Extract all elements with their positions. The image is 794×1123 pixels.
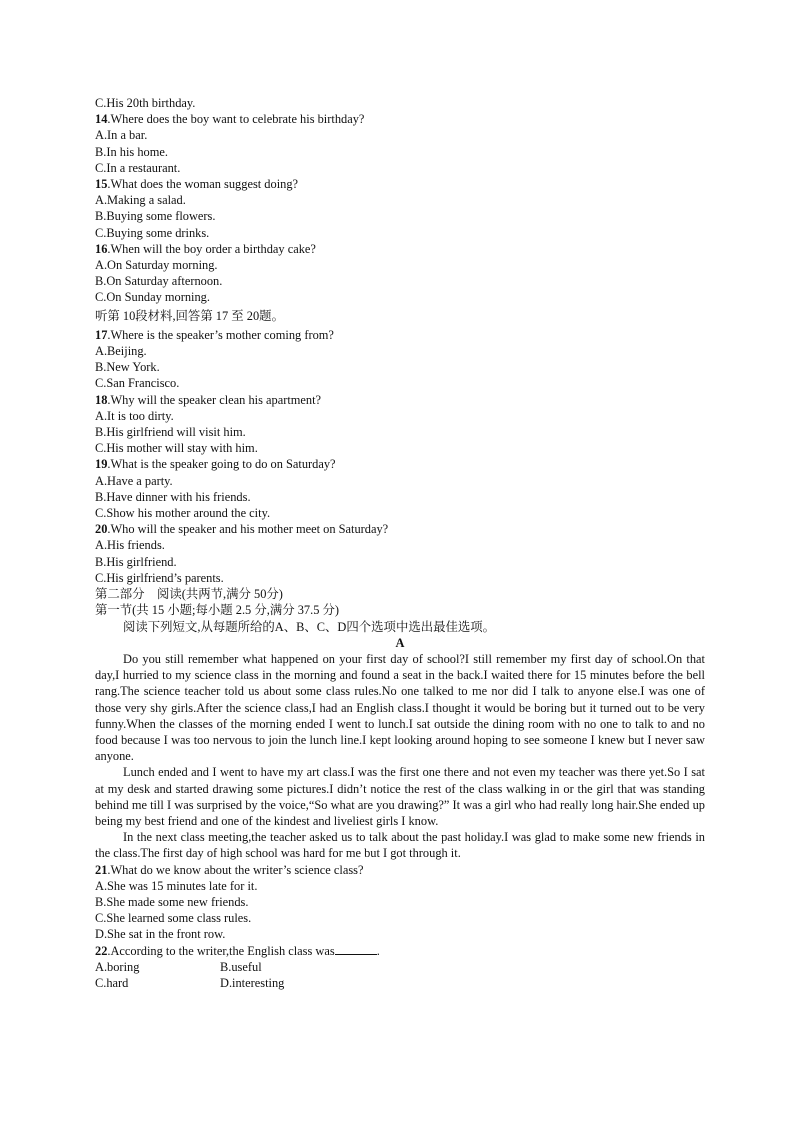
option-22-b: B.useful [220,959,262,974]
question-text: .Why will the speaker clean his apartment? [107,392,322,407]
option-21-d: D.She sat in the front row. [95,927,226,942]
listening-questions-14-16 [95,95,705,306]
question-text: .Where does the boy want to celebrate his birthday? [107,112,365,127]
part2-section1-heading: 第一节(共 15 小题;每小题 2.5 分,满分 37.5 分) [95,603,340,618]
options-row [95,959,705,975]
question-14 [95,111,705,127]
passage-paragraph [95,651,705,764]
question-text: .When will the boy order a birthday cake? [107,241,316,256]
answer-option: A.His friends. [95,538,165,553]
answer-option: A.It is too dirty. [95,408,174,423]
answer-option: A.Beijing. [95,344,147,359]
section-10-heading: 听第 10段材料,回答第 17 至 20题。 [95,308,284,323]
passage-paragraph-2-text: Lunch ended and I went to have my art class.I was the first one there and not even my teacher was there yet.So I sat at my desk and started drawing some pictures.I didn’t notice the rest of the class walking in or the girl that was standing behind me till I was surprised by the voice,“So what are you drawing?” It was a girl who had really long hair.She ended up being my best friend and one of the kindest and liveliest girls I know. [95,765,705,828]
option-21-b: B.She made some new friends. [95,894,249,909]
option-21-a: A.She was 15 minutes late for it. [95,878,258,893]
answer-option: B.New York. [95,360,160,375]
answer-option: C.Buying some drinks. [95,225,210,240]
answer-option: A.In a bar. [95,128,148,143]
question-text: .What do we know about the writer’s science class? [107,862,364,877]
question-text-end: . [376,943,380,958]
option-22-d: D.interesting [220,975,285,990]
passage-paragraph-3-text: In the next class meeting,the teacher asked us to talk about the past holiday.I was glad to make some new friends in the class.The first day of high school was hard for me but I got through it. [95,830,705,861]
question-17 [95,327,705,343]
answer-option: C.His girlfriend’s parents. [95,570,224,585]
question-18 [95,392,705,408]
question-22 [95,943,705,959]
listening-questions-17-20 [95,327,705,586]
answer-option: C.San Francisco. [95,376,180,391]
question-16 [95,241,705,257]
question-number: 14 [95,112,108,127]
reading-instructions: 阅读下列短文,从每题所给的A、B、C、D四个选项中选出最佳选项。 [123,619,496,634]
answer-option: B.Buying some flowers. [95,209,216,224]
option-22-a: A.boring [95,959,140,974]
passage-title: A [395,635,405,650]
question-number: 22 [95,943,108,958]
question-text: .What does the woman suggest doing? [107,177,299,192]
option-22-c: C.hard [95,975,129,990]
question-text: .Where is the speaker’s mother coming from? [107,327,334,342]
question-number: 17 [95,327,108,342]
exam-page [95,95,705,991]
answer-option: B.In his home. [95,144,168,159]
passage-paragraph [95,829,705,861]
answer-option: C.Show his mother around the city. [95,506,271,521]
question-number: 21 [95,862,108,877]
answer-option: B.On Saturday afternoon. [95,274,223,289]
option-21-c: C.She learned some class rules. [95,911,252,926]
answer-option: A.On Saturday morning. [95,258,218,273]
passage-paragraph [95,764,705,829]
answer-option: B.His girlfriend will visit him. [95,425,246,440]
question-21 [95,862,705,878]
question-number: 18 [95,392,108,407]
question-number: 19 [95,457,108,472]
options-row [95,975,705,991]
answer-option: C.His mother will stay with him. [95,441,258,456]
answer-option: C.His 20th birthday. [95,96,196,110]
question-15 [95,176,705,192]
answer-option: C.In a restaurant. [95,160,181,175]
part2-heading: 第二部分 阅读(共两节,满分 50分) [95,587,283,602]
answer-option: B.His girlfriend. [95,554,177,569]
answer-blank [335,944,377,955]
question-text: .Who will the speaker and his mother meet on Saturday? [107,522,389,537]
question-text: .What is the speaker going to do on Saturday? [107,457,336,472]
passage-paragraph-1-text: Do you still remember what happened on your first day of school?I still remember my first day of school.On that day,I hurried to my science class in the morning and found a seat in the back.I waited there for 15 minutes before the bell rang.The science teacher told us about some class rules.No one talked to me nor did I talk to anyone else.I was one of those very shy girls.After the science class,I had an English class.I thought it would be boring but it turned out to be very funny.When the classes of the morning ended I went to lunch.I sat outside the dining room with no one to talk to and no food because I was too nervous to join the lunch line.I kept looking around hoping to see someone I knew but I never saw anyone. [95,651,705,764]
question-number: 20 [95,522,108,537]
answer-option: A.Making a salad. [95,193,186,208]
question-number: 15 [95,177,108,192]
question-19 [95,456,705,472]
answer-option: B.Have dinner with his friends. [95,489,251,504]
answer-option: C.On Sunday morning. [95,290,210,305]
question-text: .According to the writer,the English class was [107,943,335,958]
question-20 [95,521,705,537]
question-number: 16 [95,241,108,256]
answer-option: A.Have a party. [95,473,173,488]
